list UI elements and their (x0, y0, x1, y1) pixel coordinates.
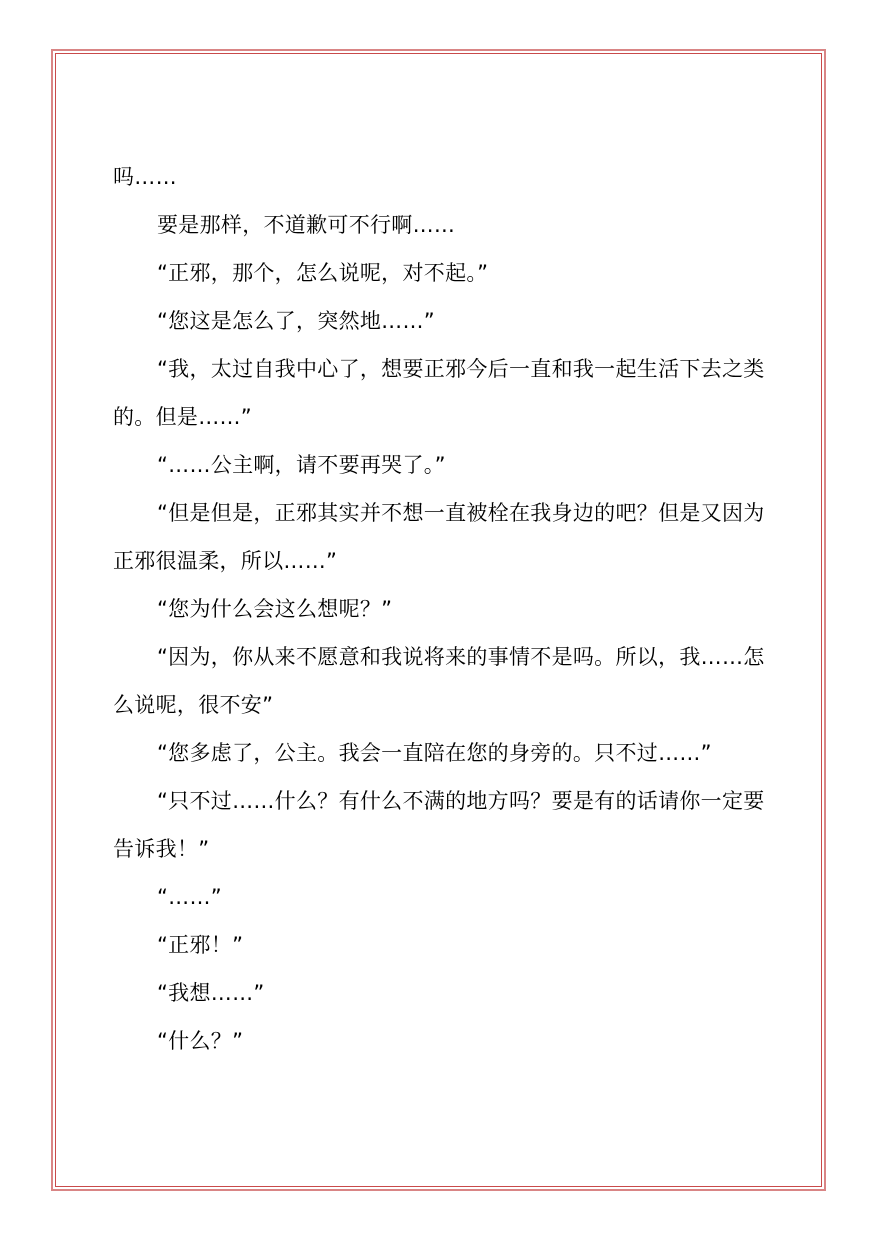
paragraph-7: “但是但是，正邪其实并不想一直被栓在我身边的吧？但是又因为正邪很温柔，所以……” (113, 501, 765, 573)
paragraph-3: “正邪，那个，怎么说呢，对不起。” (157, 261, 489, 285)
paragraph-5: “我，太过自我中心了，想要正邪今后一直和我一起生活下去之类的。但是……” (113, 357, 765, 429)
paragraph-14: “我想……” (157, 981, 265, 1005)
paragraph-15: “什么？” (157, 1029, 244, 1053)
paragraph-11: “只不过……什么？有什么不满的地方吗？要是有的话请你一定要告诉我！” (113, 789, 765, 861)
paragraph-6: “……公主啊，请不要再哭了。” (157, 453, 446, 477)
paragraph-1: 吗…… (113, 165, 177, 189)
paragraph-10: “您多虑了，公主。我会一直陪在您的身旁的。只不过……” (157, 741, 712, 765)
paragraph-4: “您这是怎么了，突然地……” (157, 309, 435, 333)
paragraph-8: “您为什么会这么想呢？” (157, 597, 393, 621)
paragraph-13: “正邪！” (157, 933, 244, 957)
paragraph-9: “因为，你从来不愿意和我说将来的事情不是吗。所以，我……怎么说呢，很不安” (113, 645, 765, 717)
paragraph-2: 要是那样，不道歉可不行啊…… (157, 213, 456, 237)
document-text-body (113, 153, 765, 1065)
paragraph-12: “……” (157, 885, 222, 909)
